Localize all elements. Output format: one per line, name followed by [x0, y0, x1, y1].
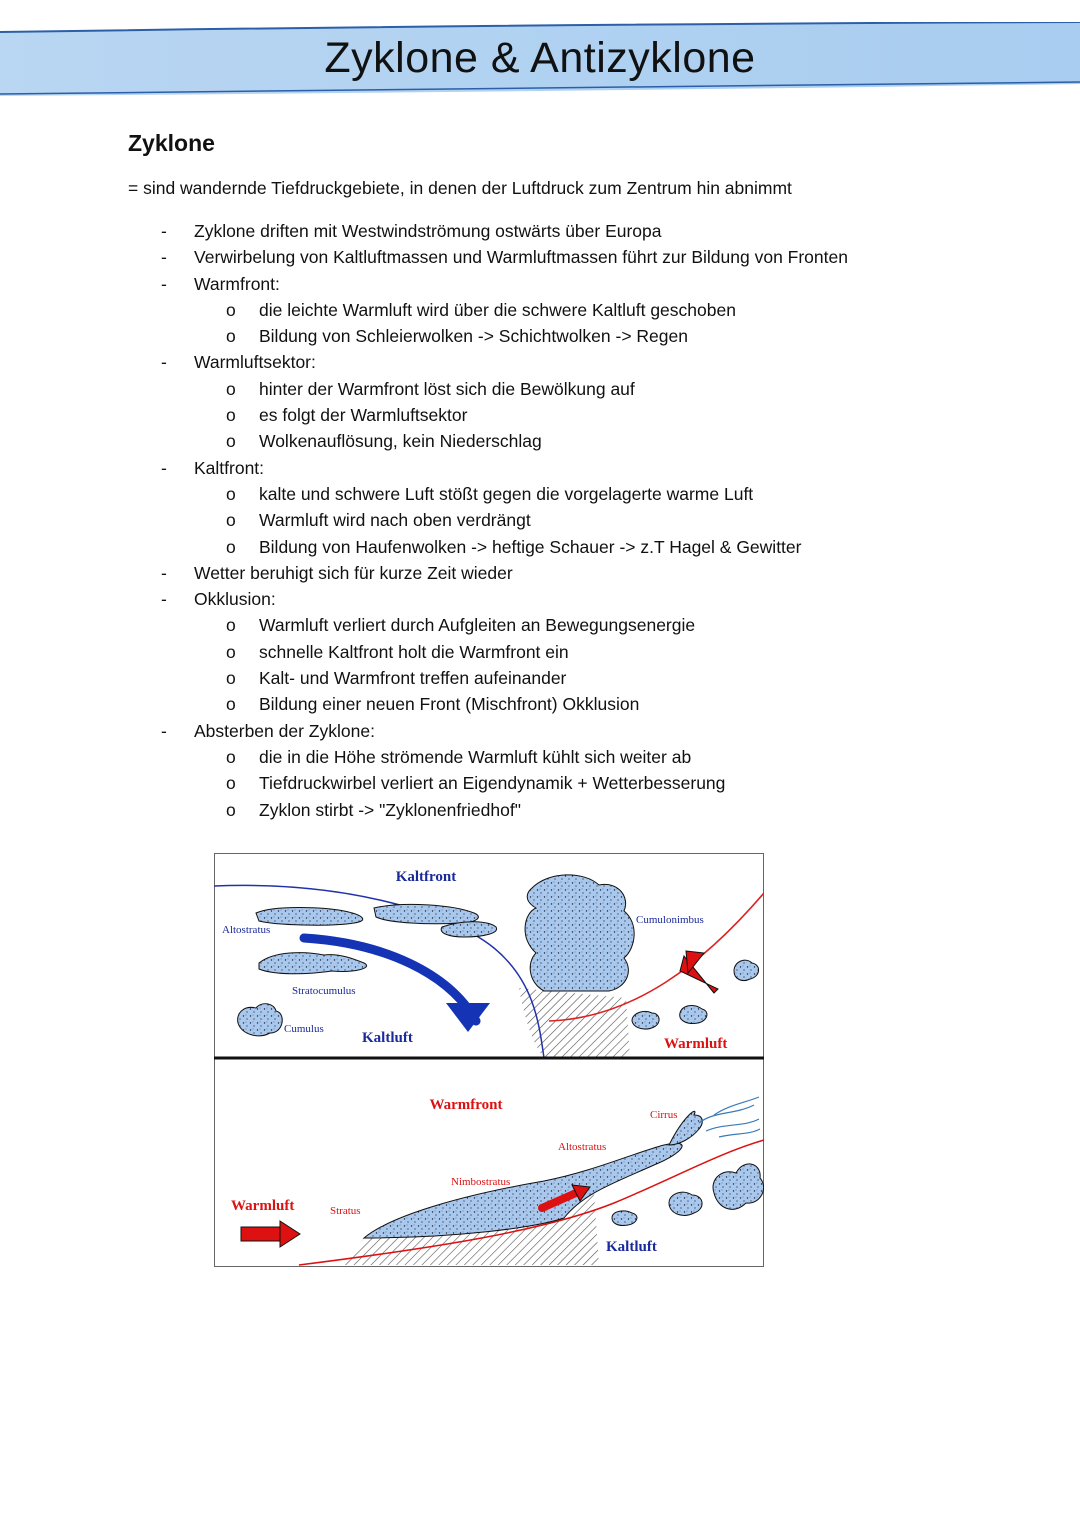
bullet-list	[128, 218, 988, 823]
sub-list-item: o Warmluft wird nach oben verdrängt	[194, 507, 988, 533]
cumulus-cloud	[632, 1011, 659, 1029]
label-cirrus: Cirrus	[650, 1109, 678, 1121]
definition-text: = sind wandernde Tiefdruckgebiete, in denen der Luftdruck zum Zentrum hin abnimmt	[128, 178, 792, 198]
sub-list-item: o die in die Höhe strömende Warmluft kühlt sich weiter ab	[194, 744, 988, 770]
dash-marker: -	[161, 273, 167, 294]
sub-list-item: o Warmluft verliert durch Aufgleiten an Bewegungsenergie	[194, 612, 988, 638]
label-kaltluft-bottom: Kaltluft	[606, 1239, 657, 1255]
circle-marker: o	[226, 615, 236, 636]
sub-list	[194, 481, 988, 560]
sub-list	[194, 297, 988, 350]
circle-marker: o	[226, 536, 236, 557]
sub-list-item: o die leichte Warmluft wird über die schwere Kaltluft geschoben	[194, 297, 988, 323]
label-nimbostratus: Nimbostratus	[451, 1176, 511, 1188]
section-heading: Zyklone	[128, 130, 215, 156]
circle-marker: o	[226, 326, 236, 347]
sub-list	[194, 376, 988, 455]
page-title: Zyklone & Antizyklone	[324, 34, 756, 82]
label-warmluft-bottom: Warmluft	[231, 1198, 295, 1214]
label-altostratus-bottom: Altostratus	[558, 1141, 607, 1153]
sub-list-item: o Bildung einer neuen Front (Mischfront) Okklusion	[194, 691, 988, 717]
front-diagram-svg	[214, 853, 764, 1267]
sub-list-item: o Tiefdruckwirbel verliert an Eigendynamik + Wetterbesserung	[194, 770, 988, 796]
list-item: - Warmfront: o die leichte Warmluft wird über die schwere Kaltluft geschoben o Bildung von Schleierwolken -> Schichtwolken -> Regen	[128, 271, 988, 350]
dash-marker: -	[161, 720, 167, 741]
label-warmluft-top: Warmluft	[664, 1036, 728, 1052]
list-item: - Wetter beruhigt sich für kurze Zeit wieder	[128, 560, 988, 586]
dash-marker: -	[161, 352, 167, 373]
cumulus-cloud	[612, 1211, 637, 1226]
sub-list-item: o schnelle Kaltfront holt die Warmfront ein	[194, 639, 988, 665]
circle-marker: o	[226, 405, 236, 426]
dash-marker: -	[161, 562, 167, 583]
label-cumulonimbus: Cumulonimbus	[636, 914, 704, 926]
cumulus-cloud	[238, 1004, 283, 1036]
circle-marker: o	[226, 378, 236, 399]
list-item: - Warmluftsektor: o hinter der Warmfront löst sich die Bewölkung auf o es folgt der Warmluftsektor o Wolkenauflösung, kein Niederschlag	[128, 349, 988, 454]
dash-marker: -	[161, 221, 167, 241]
dash-marker: -	[161, 589, 167, 610]
label-stratocumulus: Stratocumulus	[292, 985, 356, 997]
circle-marker: o	[226, 641, 236, 662]
label-kaltluft-top: Kaltluft	[362, 1030, 413, 1046]
label-kaltfront: Kaltfront	[395, 869, 457, 885]
circle-marker: o	[226, 799, 236, 820]
circle-marker: o	[226, 431, 236, 452]
sub-list-item: o Wolkenauflösung, kein Niederschlag	[194, 428, 988, 454]
sub-list-item: o Kalt- und Warmfront treffen aufeinander	[194, 665, 988, 691]
sub-list-item: o es folgt der Warmluftsektor	[194, 402, 988, 428]
front-diagram	[214, 853, 764, 1267]
list-item: - Okklusion: o Warmluft verliert durch Aufgleiten an Bewegungsenergie o schnelle Kaltfront holt die Warmfront ein o Kalt- und Warmfront treffen aufeinander o Bildung einer neuen Front (Mischfront) Okklusion	[128, 586, 988, 717]
warm-air-inflow-arrow	[241, 1227, 281, 1241]
sub-list-item: o kalte und schwere Luft stößt gegen die vorgelagerte warme Luft	[194, 481, 988, 507]
label-stratus: Stratus	[330, 1205, 361, 1217]
circle-marker: o	[226, 483, 236, 504]
dash-marker: -	[161, 457, 167, 478]
circle-marker: o	[226, 510, 236, 531]
list-item: - Absterben der Zyklone: o die in die Höhe strömende Warmluft kühlt sich weiter ab o Tiefdruckwirbel verliert an Eigendynamik + Wetterbesserung o Zyklon stirbt -> "Zyklonenfriedhof"	[128, 718, 988, 823]
cumulonimbus-cloud	[525, 875, 634, 991]
sub-list-item: o hinter der Warmfront löst sich die Bewölkung auf	[194, 376, 988, 402]
sub-list	[194, 744, 988, 823]
sub-list-item: o Zyklon stirbt -> "Zyklonenfriedhof"	[194, 797, 988, 823]
circle-marker: o	[226, 773, 236, 794]
label-cumulus: Cumulus	[284, 1023, 324, 1035]
cumulus-cloud	[669, 1192, 702, 1215]
dash-marker: -	[161, 247, 167, 268]
sub-list-item: o Bildung von Schleierwolken -> Schichtwolken -> Regen	[194, 323, 988, 349]
list-item: - Zyklone driften mit Westwindströmung ostwärts über Europa	[128, 218, 988, 244]
circle-marker: o	[226, 746, 236, 767]
title-banner	[0, 22, 1080, 96]
sub-list	[194, 612, 988, 717]
list-item: - Verwirbelung von Kaltluftmassen und Warmluftmassen führt zur Bildung von Fronten	[128, 244, 988, 270]
circle-marker: o	[226, 694, 236, 715]
label-altostratus: Altostratus	[222, 924, 271, 936]
list-item: - Kaltfront: o kalte und schwere Luft stößt gegen die vorgelagerte warme Luft o Warmluft wird nach oben verdrängt o Bildung von Haufenwolken -> heftige Schauer -> z.T Hagel & Gewitter	[128, 455, 988, 560]
circle-marker: o	[226, 668, 236, 689]
sub-list-item: o Bildung von Haufenwolken -> heftige Schauer -> z.T Hagel & Gewitter	[194, 534, 988, 560]
circle-marker: o	[226, 299, 236, 320]
label-warmfront: Warmfront	[429, 1097, 503, 1113]
